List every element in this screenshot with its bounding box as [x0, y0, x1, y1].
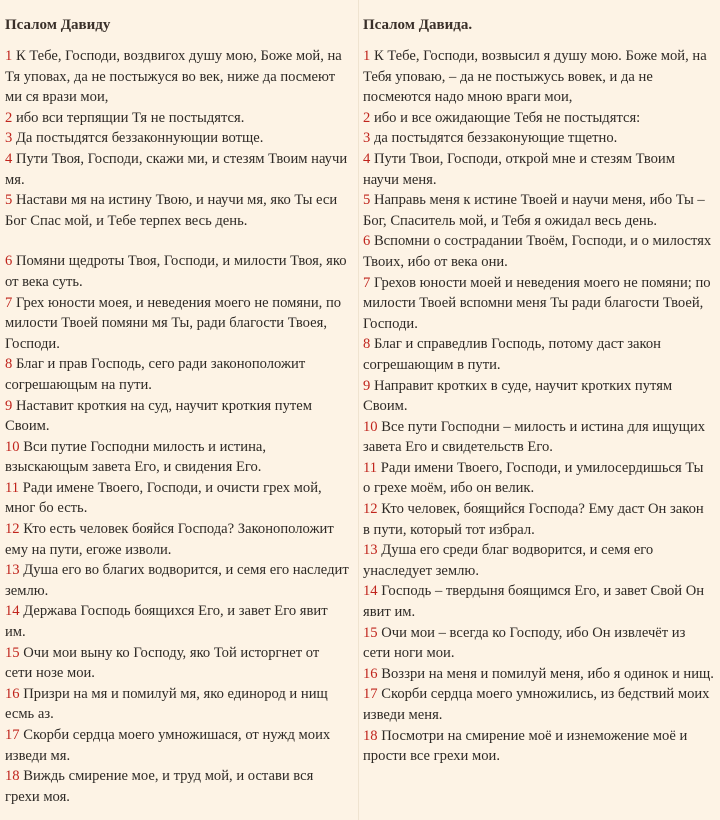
verse-number: 4	[363, 150, 371, 167]
verse-number: 13	[363, 542, 378, 559]
verse-text: К Тебе, Господи, возвысил я душу мою. Боже мой, на Тебя уповаю, – да не постыжусь вовек, и да не посмеются надо мною враги мои,	[363, 48, 707, 106]
left-verse-12	[5, 519, 350, 560]
right-verse-1	[363, 46, 714, 108]
verse-text: Благ и прав Господь, сего ради законоположит согрешающым на пути.	[5, 356, 306, 393]
verse-number: 11	[5, 479, 20, 496]
right-verse-17	[363, 684, 714, 725]
left-verse-11	[5, 478, 350, 519]
verse-number: 15	[5, 644, 20, 661]
verse-text: ибо и все ожидающие Тебя не постыдятся:	[370, 109, 641, 126]
verse-number: 15	[363, 624, 378, 641]
verse-number: 2	[5, 109, 13, 126]
verse-text: Настави мя на истину Твою, и научи мя, яко Ты еси Бог Спас мой, и Тебе терпех весь день.	[5, 192, 338, 229]
verse-number: 18	[5, 768, 20, 785]
left-verse-6	[5, 251, 350, 292]
verse-text: Благ и справедлив Господь, потому даст закон согрешающим в пути.	[363, 336, 661, 373]
verse-number: 2	[363, 109, 371, 126]
church-slavonic-column	[0, 0, 356, 820]
verse-text: Кто человек, боящийся Господа? Ему даст Он закон в пути, который тот избрал.	[363, 501, 704, 538]
verse-number: 16	[363, 665, 378, 682]
verse-number: 6	[363, 233, 371, 250]
verse-number: 5	[363, 192, 371, 209]
verse-text: Очи мои – всегда ко Господу, ибо Он извлечёт из сети ноги мои.	[363, 624, 686, 662]
verse-gap	[5, 231, 350, 251]
left-verse-15	[5, 643, 350, 684]
verse-text: Скорби сердца моего умножились, из бедствий моих изведи меня.	[363, 686, 710, 723]
right-column-title: Псалом Давида.	[363, 17, 473, 33]
verse-number: 7	[363, 274, 371, 291]
verse-text: Грех юности моея, и неведения моего не помяни, по милости Твоей помяни мя Ты, ради благости Твоея, Господи.	[5, 294, 342, 352]
right-verse-8	[363, 334, 714, 375]
verse-text: Вси путие Господни милость и истина, взыскающым завета Его, и свидения Его.	[5, 438, 267, 476]
verse-text: Вспомни о сострадании Твоём, Господи, и о милостях Твоих, ибо от века они.	[363, 233, 712, 270]
verse-text: Посмотри на смирение моё и изнеможение моё и прости все грехи мои.	[363, 727, 688, 765]
verse-text: Держава Господь боящихся Его, и завет Его явит им.	[5, 603, 328, 641]
verse-number: 3	[363, 130, 371, 147]
left-verse-2	[5, 108, 350, 129]
right-verse-18	[363, 726, 714, 767]
verse-text: Направит кротких в суде, научит кротких путям Своим.	[363, 377, 673, 415]
verse-number: 1	[5, 48, 13, 64]
verse-number: 5	[5, 192, 13, 209]
right-verse-14	[363, 581, 714, 622]
verse-number: 10	[5, 438, 20, 455]
right-verse-5	[363, 190, 714, 231]
verse-number: 14	[5, 603, 20, 620]
verse-text: Пути Твоя, Господи, скажи ми, и стезям Твоим научи мя.	[5, 150, 348, 188]
verse-number: 8	[5, 356, 13, 373]
right-verse-2	[363, 108, 714, 129]
verse-number: 13	[5, 562, 20, 579]
verse-number: 7	[5, 294, 13, 311]
left-verse-16	[5, 684, 350, 725]
verse-number: 4	[5, 150, 13, 167]
right-verse-3	[363, 128, 714, 149]
verse-text: Господь – твердыня боящимся Его, и завет Свой Он явит им.	[363, 583, 705, 621]
left-verse-10	[5, 437, 350, 478]
verse-number: 11	[363, 459, 378, 476]
verse-text: да постыдятся беззаконующие тщетно.	[370, 130, 618, 147]
verse-text: Душа его во благих водворится, и семя его наследит землю.	[5, 562, 349, 599]
verse-text: Душа его среди благ водворится, и семя его унаследует землю.	[363, 542, 654, 579]
verse-number: 17	[363, 686, 378, 703]
right-verse-4	[363, 149, 714, 190]
verse-number: 1	[363, 48, 371, 64]
verse-number: 9	[363, 377, 371, 394]
verse-number: 8	[363, 336, 371, 353]
left-verse-1	[5, 46, 350, 108]
verse-text: К Тебе, Господи, воздвигох душу мою, Боже мой, на Тя уповах, да не постыжуся во век, ниже да посмеют ми ся врази мои,	[5, 48, 342, 106]
verse-number: 14	[363, 583, 378, 600]
verse-text: Виждь смирение мое, и труд мой, и остави вся грехи моя.	[5, 768, 314, 805]
verse-number: 9	[5, 397, 13, 414]
verse-text: ибо вси терпящии Тя не постыдятся.	[12, 109, 245, 126]
verse-text: Направь меня к истине Твоей и научи меня, ибо Ты – Бог, Спаситель мой, и Тебя я ожидал весь день.	[363, 192, 705, 229]
right-verse-10	[363, 417, 714, 458]
right-verse-6	[363, 231, 714, 272]
verse-text: Очи мои выну ко Господу, яко Той исторгнет от сети нозе мои.	[5, 644, 320, 682]
left-verse-13	[5, 560, 350, 601]
russian-column	[358, 0, 720, 820]
verse-number: 18	[363, 727, 378, 744]
verse-text: Все пути Господни – милость и истина для ищущих завета Его и свидетельств Его.	[363, 418, 706, 456]
verse-text: Призри на мя и помилуй мя, яко единород и нищ есмь аз.	[5, 685, 328, 723]
verse-number: 16	[5, 685, 20, 702]
verse-number: 10	[363, 418, 378, 435]
verse-text: Ради имене Твоего, Господи, и очисти грех мой, мног бо есть.	[5, 479, 322, 517]
left-verse-9	[5, 396, 350, 437]
verse-number: 12	[363, 501, 378, 518]
right-verse-11	[363, 458, 714, 499]
verse-text: Скорби сердца моего умножишася, от нужд моих изведи мя.	[5, 727, 331, 764]
verse-text: Грехов юности моей и неведения моего не помяни; по милости Твоей вспомни меня Ты ради благости Твоей, Господи.	[363, 274, 711, 332]
verse-number: 17	[5, 727, 20, 743]
verse-number: 6	[5, 253, 13, 270]
left-verse-8	[5, 354, 350, 395]
verse-number: 3	[5, 130, 13, 147]
left-verse-5	[5, 190, 350, 231]
right-verse-9	[363, 376, 714, 417]
left-verse-14	[5, 601, 350, 642]
verse-text: Пути Твои, Господи, открой мне и стезям Твоим научи меня.	[363, 150, 675, 188]
verse-text: Наставит кроткия на суд, научит кроткия путем Своим.	[5, 397, 312, 435]
verse-text: Кто есть человек бояйся Господа? Законоположит ему на пути, егоже изволи.	[5, 521, 334, 558]
left-verse-3	[5, 128, 350, 149]
right-verse-16	[363, 664, 714, 685]
left-verse-4	[5, 149, 350, 190]
verse-text: Да постыдятся беззаконнующии вотще.	[12, 130, 264, 147]
right-verse-12	[363, 499, 714, 540]
left-verse-7	[5, 293, 350, 355]
right-verse-15	[363, 623, 714, 664]
verse-text: Ради имени Твоего, Господи, и умилосердишься Ты о грехе моём, ибо он велик.	[363, 459, 704, 497]
left-column-title: Псалом Давиду	[5, 17, 111, 33]
left-verse-17	[5, 725, 350, 766]
left-verse-18	[5, 766, 350, 807]
verse-text: Помяни щедроты Твоя, Господи, и милости Твоя, яко от века суть.	[5, 253, 347, 290]
verse-text: Воззри на меня и помилуй меня, ибо я одинок и нищ.	[377, 665, 714, 682]
right-verse-13	[363, 540, 714, 581]
right-verse-7	[363, 273, 714, 335]
verse-number: 12	[5, 521, 20, 538]
